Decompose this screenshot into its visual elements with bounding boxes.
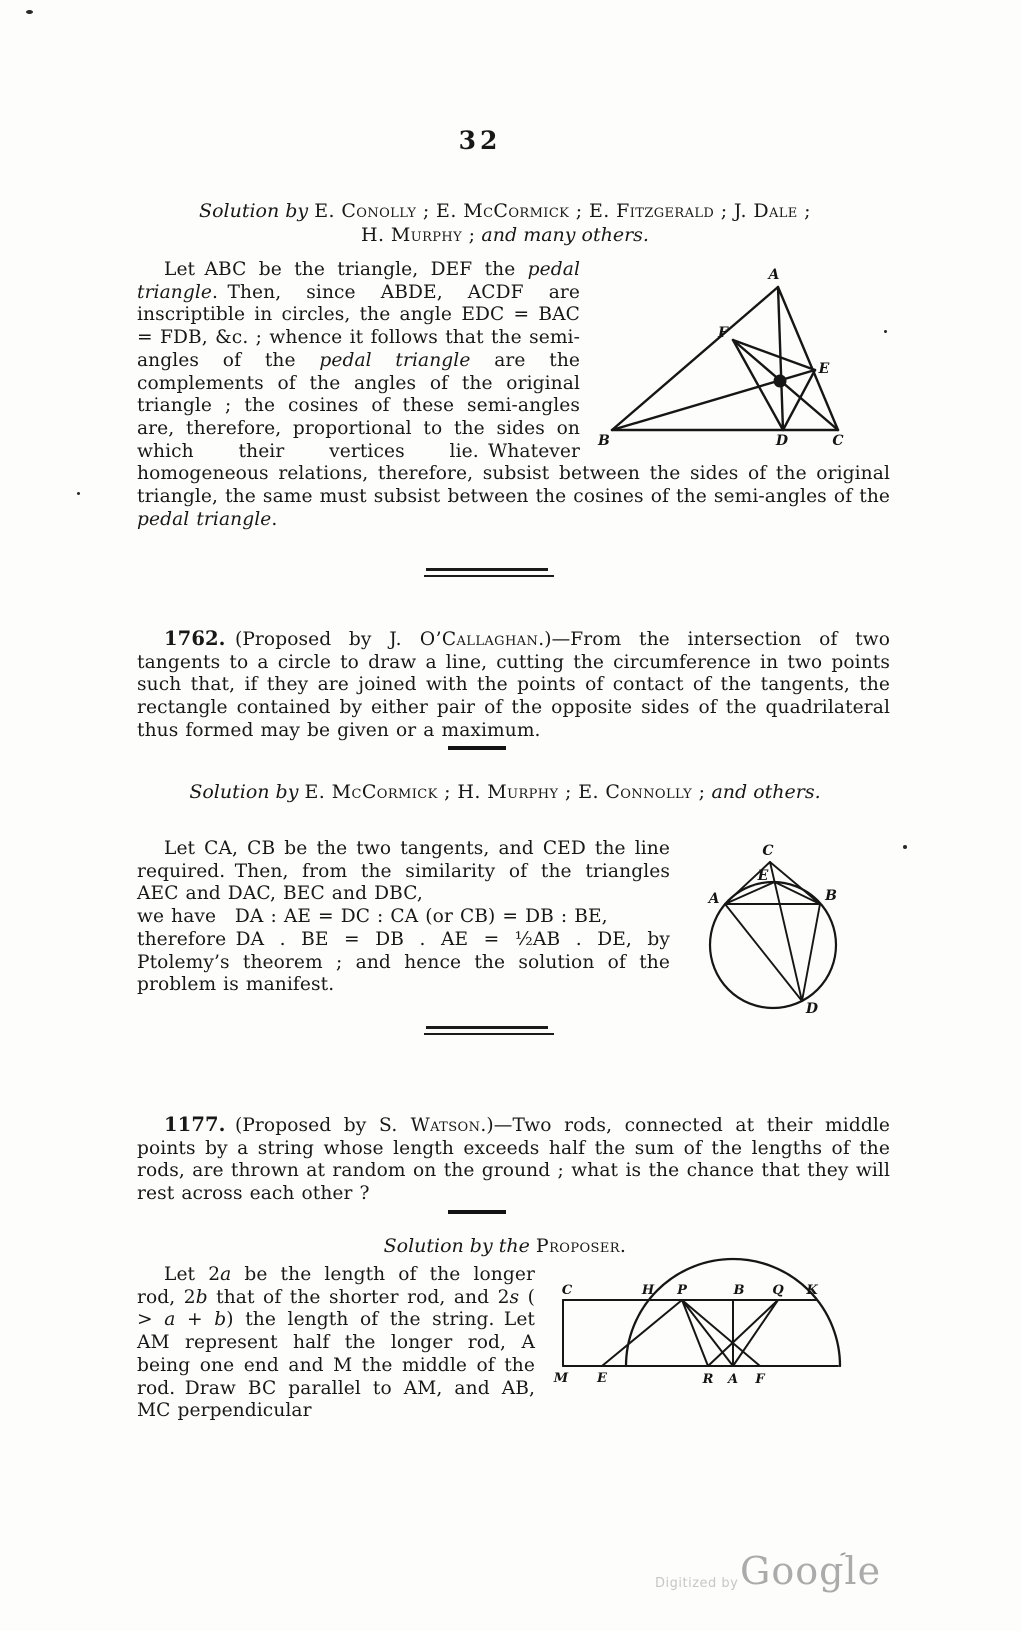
- point-label-F: F: [755, 1372, 765, 1387]
- pedal-triangle-term: pedal triangle: [137, 508, 272, 530]
- point-label-E: E: [757, 868, 769, 884]
- solution1-heading-line2: [120, 223, 890, 247]
- rule-line: [424, 1033, 554, 1035]
- vertex-label-B: B: [598, 433, 610, 447]
- solution1-heading-line1: [120, 199, 890, 223]
- google-watermark-logo: Google: [740, 1549, 882, 1593]
- vertex-label-C: C: [832, 433, 844, 447]
- point-label-B: B: [825, 888, 837, 904]
- variable-a: a: [164, 1309, 176, 1331]
- point-label-C: C: [762, 843, 774, 859]
- pedal-triangle-figure: [590, 255, 890, 447]
- problem-text: .)—From the intersection of two tangents to a circle to draw a line, cutting the circumference in two points such that, if they are joined with the points of contact of the tangents, the rectangle contained by either pair of the opposite sides of the quadrilateral thus formed may be given or a maximum.: [137, 629, 890, 741]
- body-text: are the complements of the angles of the original triangle ; the cosines of these semi-angles are, therefore, proportional to the sides on which their vertices lie. Whatever homogeneous relations, therefore, subsist between the sides of the original triangle, the same must subsist between the cosines of the semi-angles of the: [137, 349, 890, 508]
- variable-s: s: [509, 1286, 520, 1308]
- point-label-H: H: [641, 1283, 655, 1298]
- rods-semicircle-figure: [525, 1237, 865, 1389]
- proposer-text: Proposer.: [535, 1235, 627, 1257]
- foot-label-F: F: [717, 325, 729, 341]
- scan-speck: [884, 330, 887, 333]
- solver-names: E. Conolly ; E. McCormick ; E. Fitzgerald ; J. Dale ;: [314, 200, 811, 222]
- math-line: we have DA : AE = DC : CA (or CB) = DB : BE,: [137, 906, 608, 928]
- line-QR: [708, 1300, 778, 1366]
- proposer-name: J. O’Callaghan: [389, 629, 539, 650]
- chord-BD: [802, 904, 820, 1001]
- and-others-text: and others.: [711, 781, 821, 803]
- body-text: +: [175, 1309, 215, 1331]
- altitude-CF: [733, 340, 838, 430]
- rule-line: [426, 1026, 548, 1029]
- point-label-P: P: [677, 1283, 687, 1298]
- circle-tangents-figure: [660, 797, 890, 1017]
- vertex-label-A: A: [768, 267, 780, 283]
- solver-names: H. Murphy ;: [361, 224, 476, 246]
- double-rule-separator: [424, 568, 558, 577]
- problem-1177-paragraph: [137, 1114, 890, 1206]
- page-number: 32: [458, 126, 502, 155]
- proposed-by-text: (Proposed by: [225, 629, 390, 650]
- scan-speck: [903, 845, 907, 849]
- proposer-name: S. Watson: [378, 1115, 481, 1136]
- point-label-C: C: [561, 1283, 573, 1298]
- pedal-triangle-term: pedal triangle: [319, 349, 471, 371]
- body-text: ) the length of the string. Let AM represent half the longer rod, A being one end and M the middle of the rod. Draw BC parallel to AM, and AB, MC perpendicular: [137, 1309, 535, 1422]
- body-text: Let ABC be the triangle, DEF the: [164, 259, 528, 280]
- solution3-body-paragraph: [137, 1264, 535, 1423]
- solution-by-text: Solution by: [189, 781, 299, 803]
- problem-number: 1762.: [164, 627, 226, 650]
- body-text: that of the shorter rod, and 2: [207, 1286, 510, 1308]
- point-label-M: M: [553, 1371, 569, 1386]
- body-text: .: [271, 508, 278, 530]
- point-label-E: E: [597, 1371, 607, 1386]
- solution1-body-paragraph: [137, 259, 890, 531]
- variable-b: b: [195, 1286, 208, 1308]
- problem-1762-paragraph: [137, 628, 890, 743]
- solution2-body-paragraph: [137, 838, 670, 997]
- and-many-others-text: and many others.: [481, 224, 649, 246]
- solution-by-text: Solution by the: [383, 1235, 530, 1257]
- point-label-D: D: [805, 1001, 819, 1017]
- line-QA: [733, 1300, 778, 1366]
- body-text: . Then, since ABDE, ACDF are inscriptible in circles, the angle EDC = BAC = FDB, &c. ; whence it follows that the semi-angles of the: [137, 281, 580, 371]
- point-label-A: A: [708, 891, 720, 907]
- problem-number: 1177.: [164, 1113, 226, 1136]
- foot-label-D: D: [775, 433, 789, 447]
- body-text: Let 2: [164, 1264, 221, 1285]
- pedal-triangle-term: pedal triangle: [137, 259, 580, 303]
- point-label-Q: Q: [772, 1283, 784, 1298]
- point-label-B: B: [733, 1283, 745, 1298]
- rule-line: [426, 568, 548, 571]
- foot-label-E: E: [818, 361, 830, 377]
- point-label-R: R: [702, 1372, 714, 1387]
- line-PA: [682, 1300, 733, 1366]
- short-rule-separator: [448, 1210, 506, 1214]
- solution1-heading: [120, 199, 890, 247]
- variable-b: b: [214, 1309, 227, 1331]
- double-rule-separator: [424, 1026, 558, 1035]
- point-label-A: A: [727, 1372, 739, 1387]
- problem-text: .)—Two rods, connected at their middle points by a string whose length exceeds half the sum of the lengths of the rods, are thrown at random on the ground ; what is the chance that they will rest across each other ?: [137, 1115, 890, 1205]
- solution-by-text: Solution by: [199, 200, 309, 222]
- orthocenter-dot: [774, 375, 787, 388]
- proposed-by-text: (Proposed by: [225, 1115, 379, 1136]
- body-text: Let CA, CB be the two tangents, and CED the line required. Then, from the similarity of the triangles AEC and DAC, BEC and DBC,: [137, 838, 670, 905]
- rule-line: [424, 575, 554, 577]
- digitized-by-text: Digitized by: [655, 1576, 739, 1591]
- variable-a: a: [220, 1264, 232, 1285]
- scan-speck: [26, 10, 33, 14]
- line-PF: [682, 1300, 760, 1366]
- point-label-K: K: [806, 1283, 818, 1298]
- short-rule-separator: [448, 746, 506, 750]
- body-text: ( >: [137, 1286, 535, 1331]
- solver-names: E. McCormick ; H. Murphy ; E. Connolly ;: [304, 781, 706, 803]
- math-line: therefore DA . BE = DB . AE = ½AB . DE, by Ptolemy’s theorem ; and hence the solution of the problem is manifest.: [137, 928, 670, 996]
- body-text: be the length of the longer rod, 2: [137, 1264, 535, 1308]
- scan-speck: [77, 492, 80, 495]
